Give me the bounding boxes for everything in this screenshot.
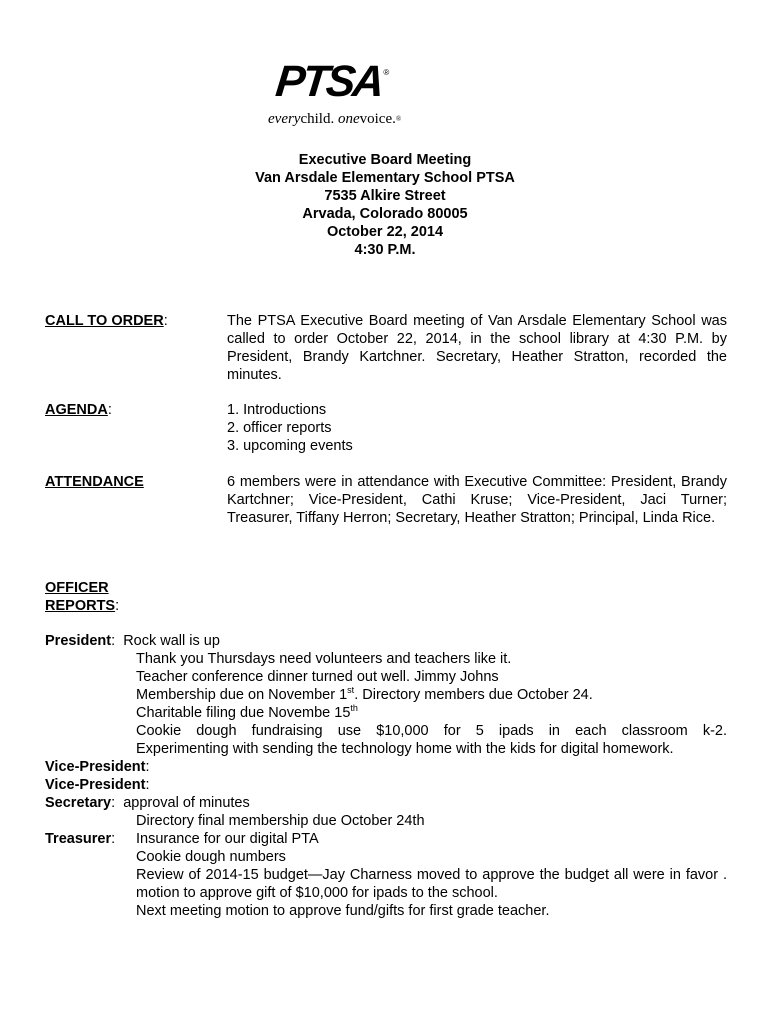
list-item: Next meeting motion to approve fund/gifts for first grade teacher. (136, 903, 550, 919)
officer-reports (45, 632, 727, 920)
officer-reports-label: OFFICER REPORTS: (45, 580, 120, 614)
meeting-time: 4:30 P.M. (354, 242, 416, 258)
section-label: ATTENDANCE (45, 474, 144, 490)
list-item: Cookie dough numbers (136, 849, 286, 865)
registered-mark-icon: ® (395, 115, 402, 123)
meeting-header (0, 151, 770, 259)
vice-president-report: Vice-President: (45, 759, 150, 775)
school-name: Van Arsdale Elementary School PTSA (255, 170, 515, 186)
list-item: 1. Introductions (227, 402, 327, 418)
meeting-date: October 22, 2014 (326, 224, 444, 240)
list-item: Teacher conference dinner turned out well. Jimmy Johns (136, 669, 499, 685)
treasurer-report: Treasurer: Insurance for our digital PTA (45, 831, 319, 847)
call-to-order-text: The PTSA Executive Board meeting of Van Arsdale Elementary School was called to order October 22, 2014, in the school library at 4:30 P.M. by President, Brandy Kartchner. Secretary, Heather Stratton, recorded the minutes. (227, 313, 727, 383)
list-item: Review of 2014-15 budget—Jay Charness moved to approve the budget all were in favor . motion to approve gift of $10,000 for ipads to the school. (136, 867, 727, 901)
list-item: Charitable filing due Novembe 15th (136, 703, 358, 721)
list-item: 3. upcoming events (227, 438, 353, 454)
list-item: Directory final membership due October 24th (136, 813, 425, 829)
ptsa-logo-mark: PTSA (273, 57, 384, 106)
list-item: 2. officer reports (227, 420, 332, 436)
section-label: AGENDA: (45, 402, 112, 418)
attendance-text: 6 members were in attendance with Executive Committee: President, Brandy Kartchner; Vice-President, Cathi Kruse; Vice-President, Jaci Turner; Treasurer, Tiffany Herron; Secretary, Heather Stratton; Principal, Linda Rice. (227, 474, 727, 526)
list-item: Cookie dough fundraising use $10,000 for 5 ipads in each classroom k-2. (136, 723, 727, 739)
logo-tagline: everychild. onevoice.® (268, 111, 402, 127)
city-state-zip: Arvada, Colorado 80005 (302, 206, 468, 222)
agenda-list (227, 401, 727, 455)
vice-president-report: Vice-President: (45, 777, 150, 793)
section-label: CALL TO ORDER: (45, 313, 168, 329)
ptsa-logo (273, 57, 426, 106)
president-report: President: Rock wall is up (45, 633, 220, 649)
list-item: Experimenting with sending the technology home with the kids for digital homework. (136, 741, 674, 757)
secretary-report: Secretary: approval of minutes (45, 795, 250, 811)
list-item: Thank you Thursdays need volunteers and teachers like it. (136, 651, 512, 667)
meeting-title: Executive Board Meeting (298, 152, 472, 168)
street-address: 7535 Alkire Street (324, 188, 446, 204)
registered-mark-icon: ® (383, 68, 390, 77)
list-item: Membership due on November 1st. Directory members due October 24. (136, 685, 593, 703)
